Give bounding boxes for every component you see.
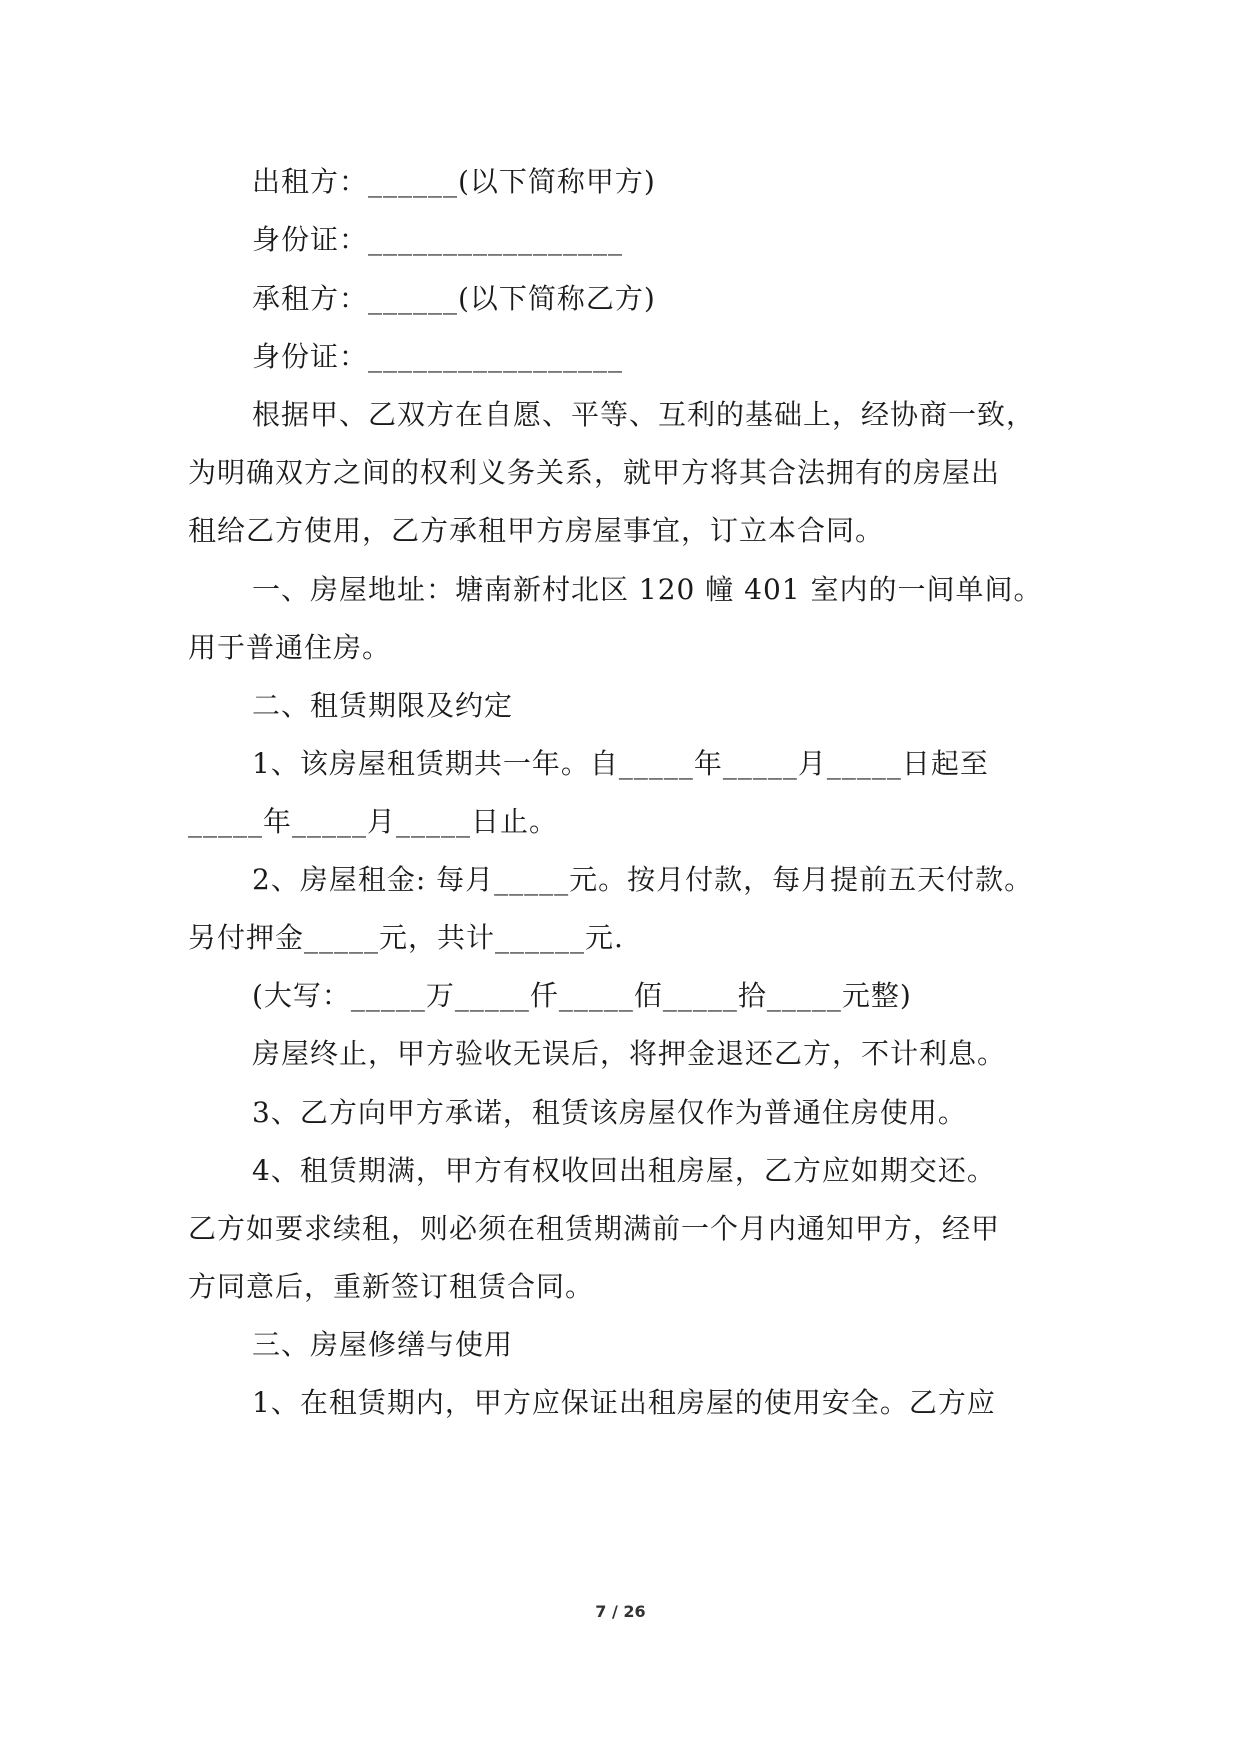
preamble-line-2: 为明确双方之间的权利义务关系，就甲方将其合法拥有的房屋出 — [188, 456, 1001, 489]
section-1-address: 一、房屋地址：塘南新村北区 120 幢 401 室内的一间单间。 — [252, 573, 1043, 606]
section-3-clause-1-line: 1、在租赁期内，甲方应保证出租房屋的使用安全。乙方应 — [252, 1386, 996, 1419]
clause-4-line-2: 乙方如要求续租，则必须在租赁期满前一个月内通知甲方，经甲 — [188, 1212, 1001, 1245]
rent-in-words-line: (大写：_____万_____仟_____佰_____拾_____元整) — [252, 979, 912, 1012]
rent-line-2: 另付押金_____元，共计______元. — [188, 921, 624, 954]
clause-4-line-1: 4、租赁期满，甲方有权收回出租房屋，乙方应如期交还。 — [252, 1154, 996, 1187]
section-3-heading: 三、房屋修缮与使用 — [252, 1328, 514, 1361]
clause-3-line: 3、乙方向甲方承诺，租赁该房屋仅作为普通住房使用。 — [252, 1096, 967, 1129]
lessee-id-line: 身份证：_________________ — [252, 340, 624, 373]
rent-line-1: 2、房屋租金: 每月_____元。按月付款，每月提前五天付款。 — [252, 863, 1034, 896]
page-number: 7 / 26 — [595, 1602, 646, 1621]
section-2-heading: 二、租赁期限及约定 — [252, 689, 514, 722]
clause-4-line-3: 方同意后，重新签订租赁合同。 — [188, 1270, 595, 1303]
lessee-line: 承租方：______(以下简称乙方) — [252, 282, 656, 315]
preamble-line-1: 根据甲、乙双方在自愿、平等、互利的基础上，经协商一致， — [252, 398, 1036, 431]
section-1-usage: 用于普通住房。 — [188, 631, 392, 664]
preamble-line-3: 租给乙方使用，乙方承租甲方房屋事宜，订立本合同。 — [188, 514, 885, 547]
term-line-2: _____年_____月_____日止。 — [188, 805, 559, 838]
lessor-id-line: 身份证：_________________ — [252, 223, 624, 256]
deposit-refund-line: 房屋终止，甲方验收无误后，将押金退还乙方，不计利息。 — [252, 1037, 1007, 1070]
term-line-1: 1、该房屋租赁期共一年。自_____年_____月_____日起至 — [252, 747, 989, 780]
lessor-line: 出租方：______(以下简称甲方) — [252, 165, 656, 198]
